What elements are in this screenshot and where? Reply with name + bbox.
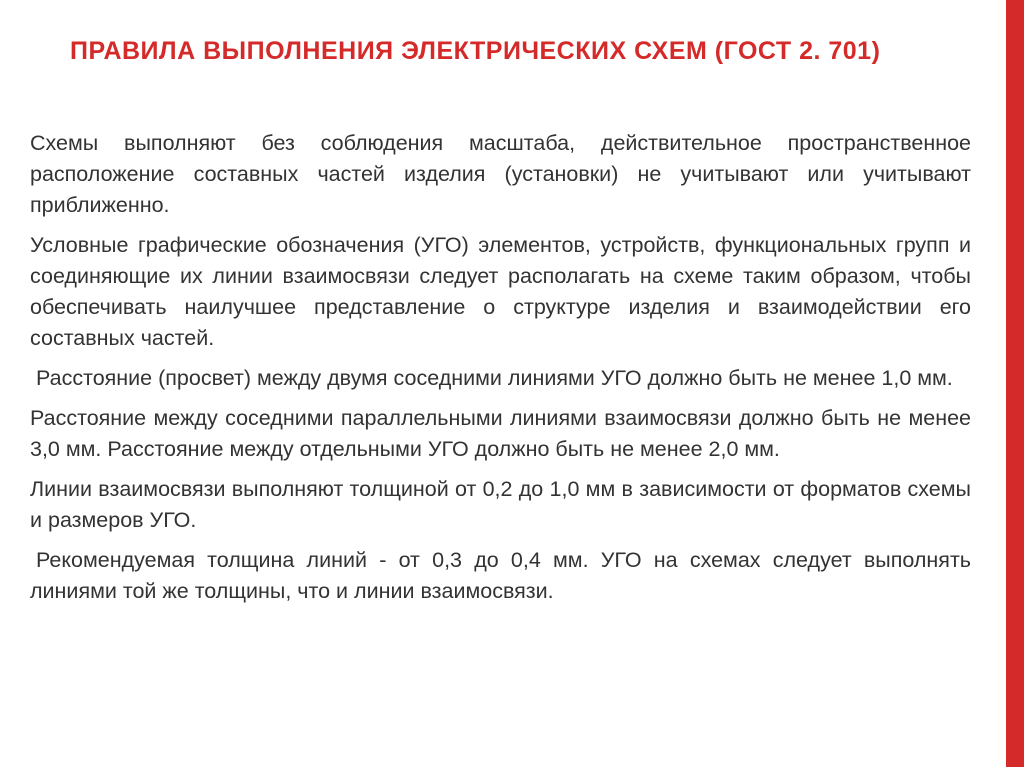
accent-band (1006, 0, 1024, 767)
paragraph-1: Схемы выполняют без соблюдения масштаба, действительное пространственное расположение составных частей изделия (установки) не учитывают или учитывают приближенно. (30, 131, 971, 217)
paragraph-2: Условные графические обозначения (УГО) элементов, устройств, функциональных групп и соединяющие их линии взаимосвязи следует располагать на схеме таким образом, чтобы обеспечивать наилучшее представление о структуре изделия и взаимодействии его составных частей. (30, 233, 971, 350)
slide-title: ПРАВИЛА ВЫПОЛНЕНИЯ ЭЛЕКТРИЧЕСКИХ СХЕМ (ГОСТ 2. 701) (70, 37, 881, 65)
paragraph-5: Линии взаимосвязи выполняют толщиной от 0,2 до 1,0 мм в зависимости от форматов схемы и размеров УГО. (30, 477, 971, 532)
paragraph-6: Рекомендуемая толщина линий - от 0,3 до 0,4 мм. УГО на схемах следует выполнять линиями той же толщины, что и линии взаимосвязи. (30, 548, 971, 603)
paragraph-4: Расстояние между соседними параллельными линиями взаимосвязи должно быть не менее 3,0 мм. Расстояние между отдельными УГО должно быть не менее 2,0 мм. (30, 406, 971, 461)
slide-body (30, 128, 971, 616)
paragraph-3: Расстояние (просвет) между двумя соседними линиями УГО должно быть не менее 1,0 мм. (36, 366, 953, 390)
